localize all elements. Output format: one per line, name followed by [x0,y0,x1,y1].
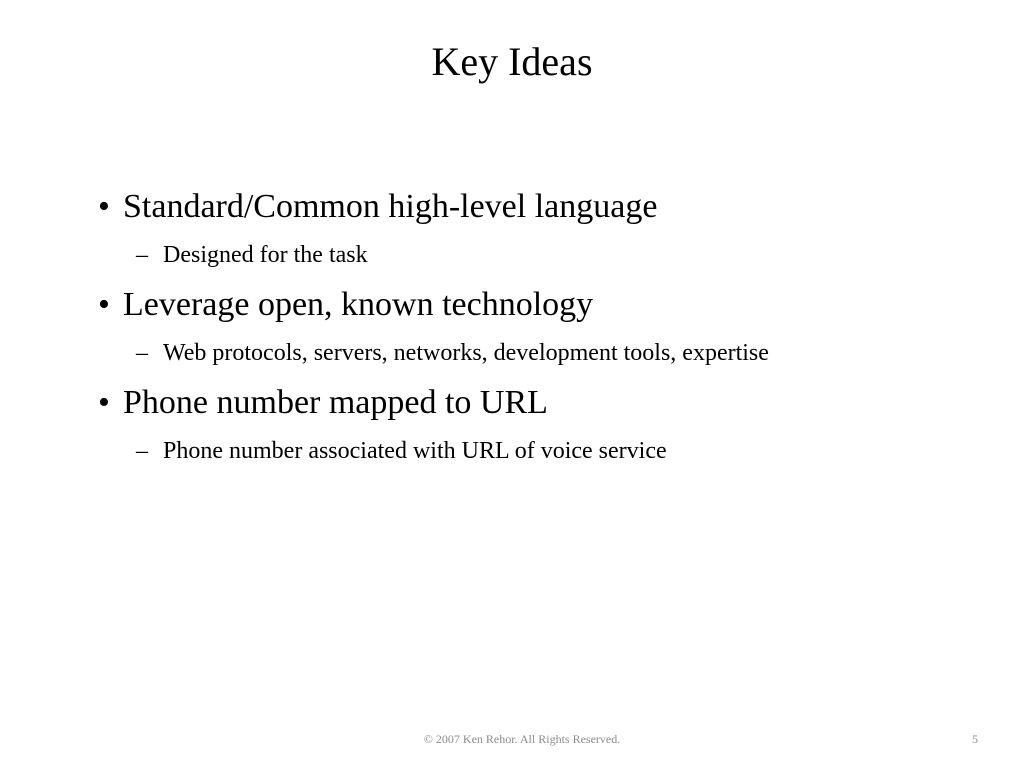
bullet-text: Phone number mapped to URL [123,384,548,421]
slide-title: Key Ideas [431,39,593,84]
bullet-marker: • [98,286,110,323]
sub-bullet-item [136,338,769,368]
bullet-text: Leverage open, known technology [123,286,594,323]
sub-bullet-item [136,436,667,466]
page-number: 5 [972,732,978,746]
bullet-item [98,187,657,227]
bullet-item [98,383,548,423]
sub-bullet-text: Designed for the task [163,242,368,268]
bullet-marker: • [98,188,110,225]
bullet-item [98,285,593,325]
sub-bullet-text: Web protocols, servers, networks, development tools, expertise [163,340,769,366]
sub-bullet-marker: – [136,438,148,464]
sub-bullet-item [136,240,368,270]
sub-bullet-marker: – [136,242,148,268]
footer-copyright: © 2007 Ken Rehor. All Rights Reserved. [423,732,621,746]
bullet-marker: • [98,384,110,421]
bullet-text: Standard/Common high-level language [123,188,658,225]
sub-bullet-text: Phone number associated with URL of voice service [163,438,667,464]
sub-bullet-marker: – [136,340,148,366]
